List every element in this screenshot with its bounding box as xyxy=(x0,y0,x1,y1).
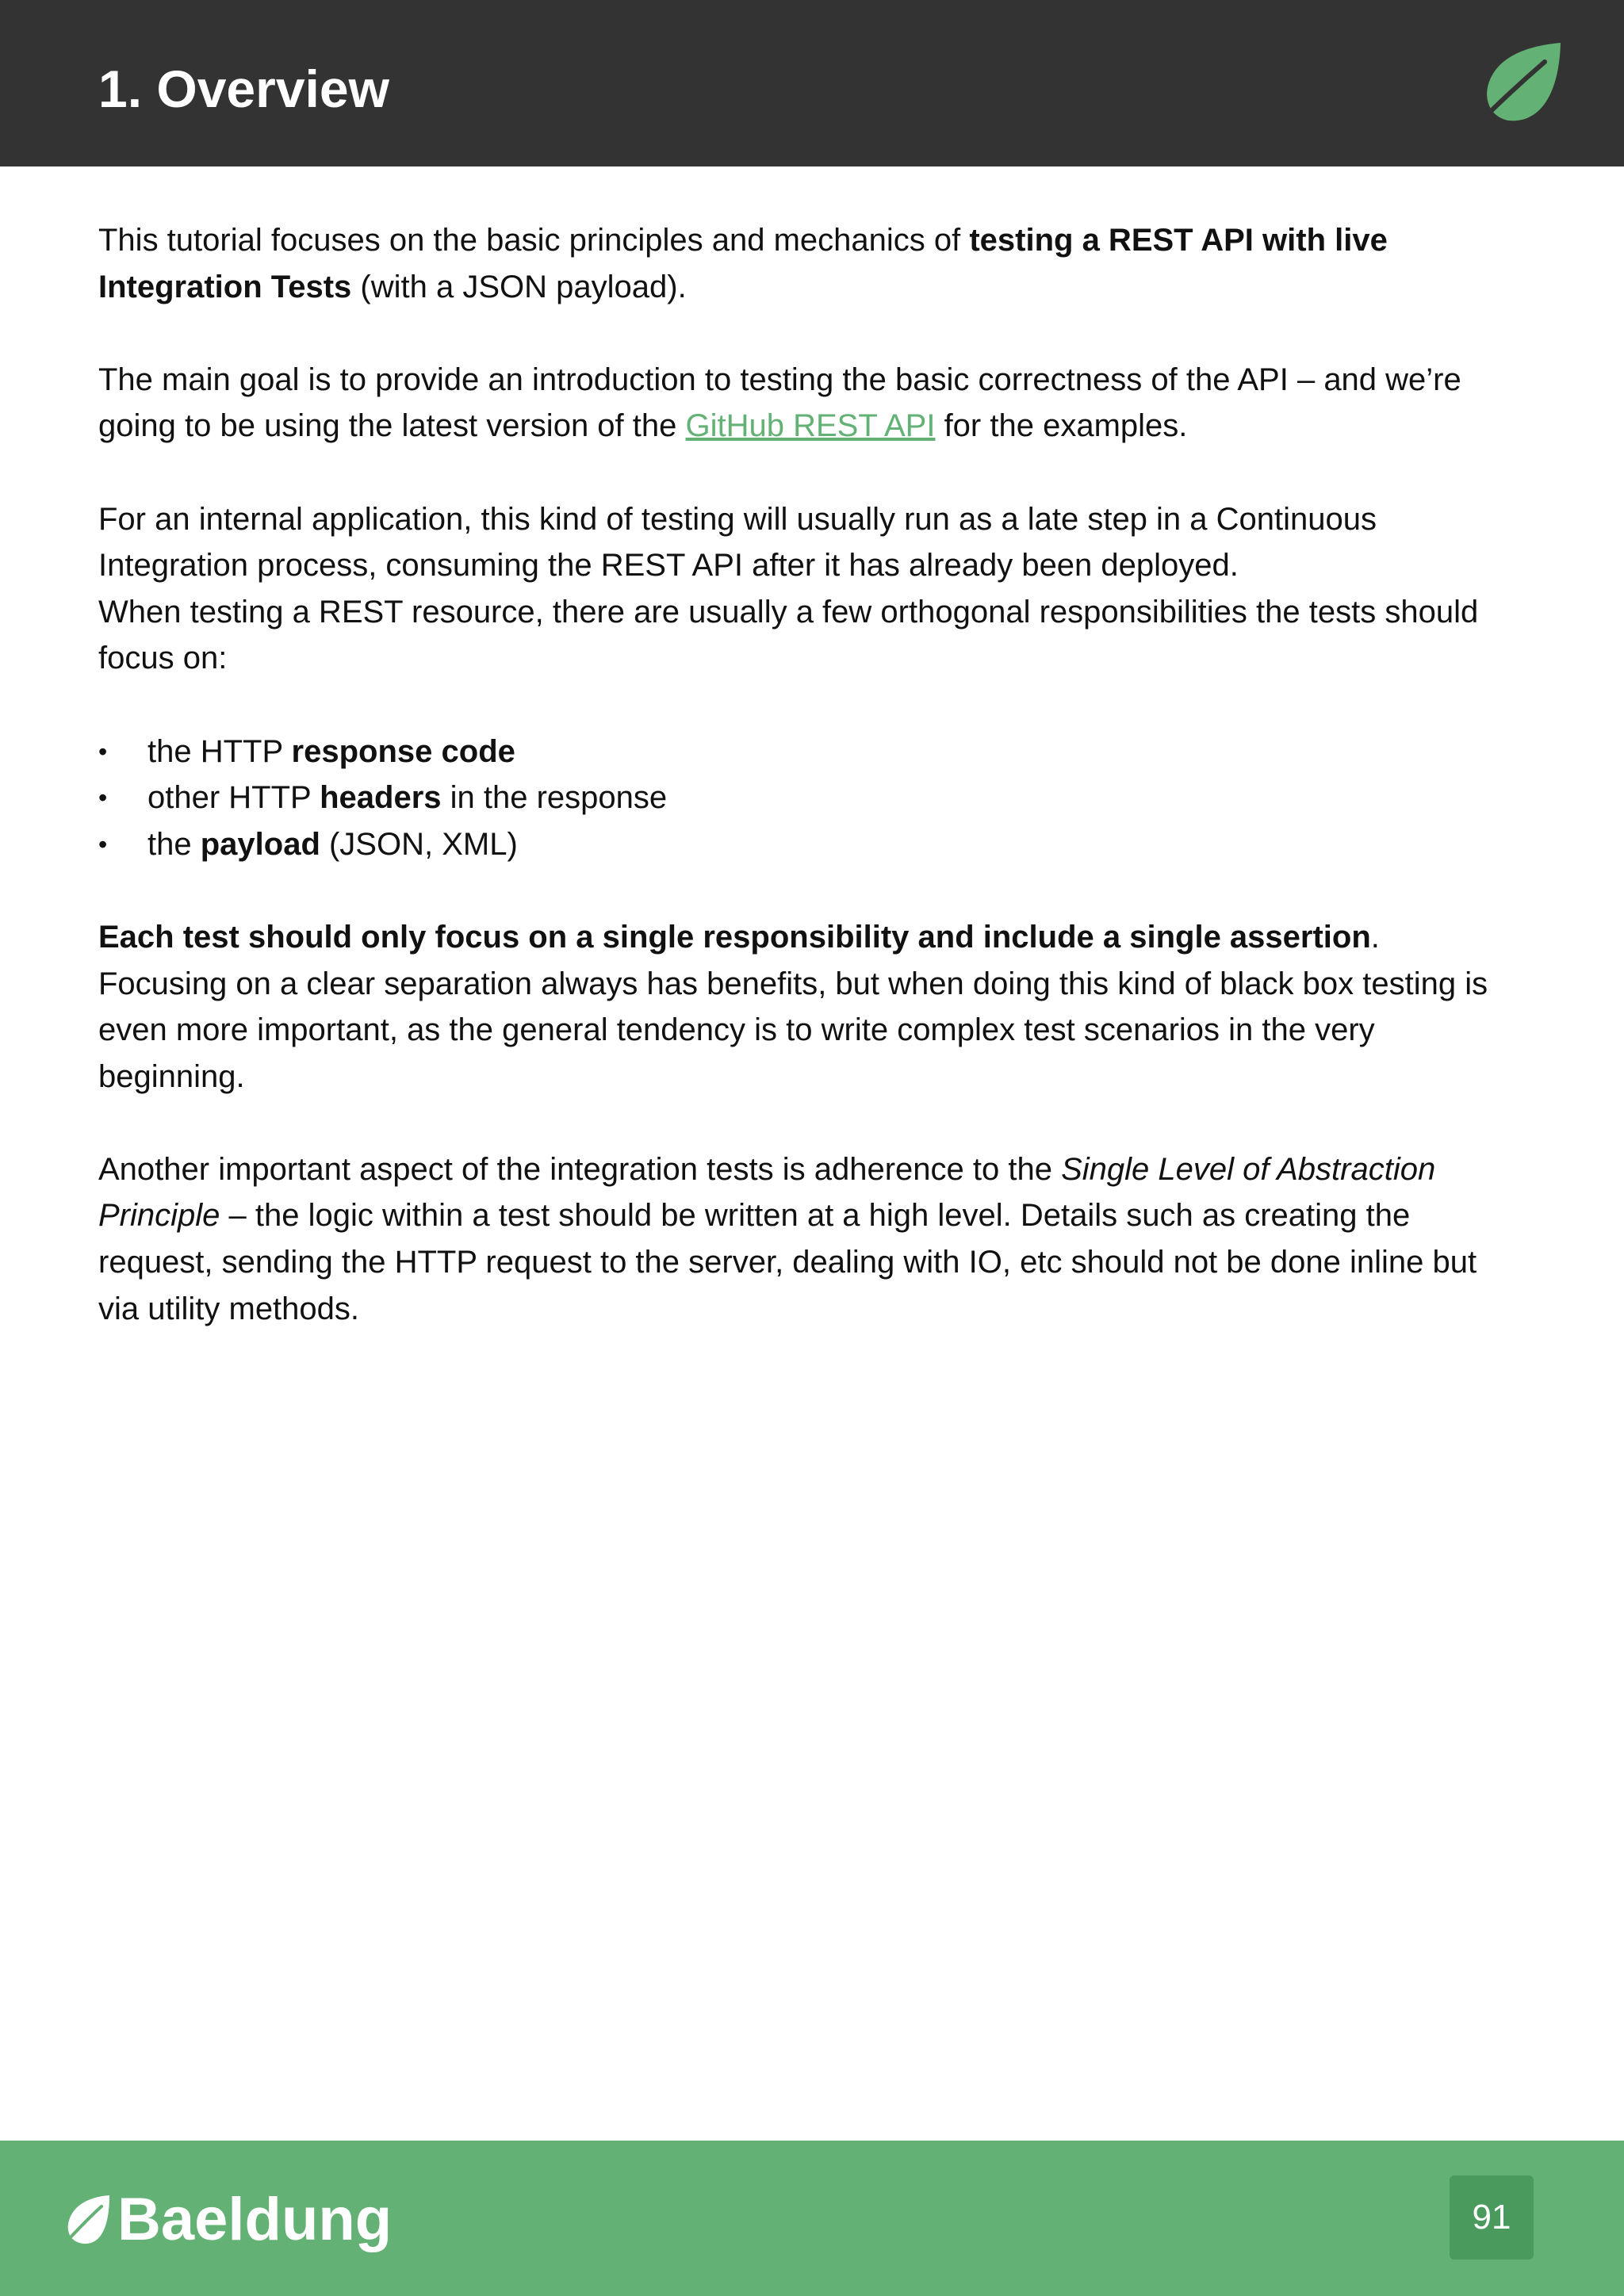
italic-text: Single Level of Abstraction Principle xyxy=(98,1151,1436,1234)
page-number: 91 xyxy=(1450,2175,1534,2260)
leaf-icon xyxy=(62,2194,111,2246)
bullet-marker: • xyxy=(98,829,108,859)
list-item: • the HTTP response code xyxy=(98,729,1526,775)
paragraph-single-assertion: Each test should only focus on a single responsibility and include a single assertion. xyxy=(98,919,1380,955)
page-footer xyxy=(0,2141,1624,2296)
page-header xyxy=(0,0,1624,166)
github-rest-api-link[interactable]: GitHub REST API xyxy=(685,408,936,444)
bullet-marker: • xyxy=(98,737,108,766)
paragraph-internal-app: For an internal application, this kind of testing will usually run as a late step in a Continuous Integration process, consuming the REST API after it has already been deployed. xyxy=(98,501,1377,584)
bullet-marker: • xyxy=(98,783,108,813)
brand-name: Baeldung xyxy=(117,2186,393,2253)
leaf-icon xyxy=(1477,41,1564,125)
paragraph-abstraction: Another important aspect of the integration tests is adherence to the Single Level of Abstraction Principle – the logic within a test should be written at a high level. Details such as creating the request, sending the HTTP request to the server, dealing with IO, etc should not be done inline but via utility methods. xyxy=(98,1151,1477,1326)
list-item: • the payload (JSON, XML) xyxy=(98,821,1526,868)
paragraph-goal: The main goal is to provide an introduction to testing the basic correctness of the API – and we’re going to be using the latest version of the GitHub REST API for the examples. xyxy=(98,362,1461,444)
paragraph-separation: Focusing on a clear separation always has benefits, but when doing this kind of black box testing is even more important, as the general tendency is to write complex test scenarios in the very beginning. xyxy=(98,966,1488,1094)
baeldung-logo xyxy=(62,2188,392,2252)
responsibility-list xyxy=(98,729,1526,868)
paragraph-intro: This tutorial focuses on the basic principles and mechanics of testing a REST API with live Integration Tests (with a JSON payload). xyxy=(98,223,1388,304)
bold-text: testing a REST API with live Integration Tests xyxy=(98,223,1388,304)
paragraph-responsibilities: When testing a REST resource, there are usually a few orthogonal responsibilities the tests should focus on: xyxy=(98,594,1479,676)
page-title: 1. Overview xyxy=(98,59,389,118)
article-body xyxy=(98,217,1526,1332)
list-item: • other HTTP headers in the response xyxy=(98,775,1526,821)
